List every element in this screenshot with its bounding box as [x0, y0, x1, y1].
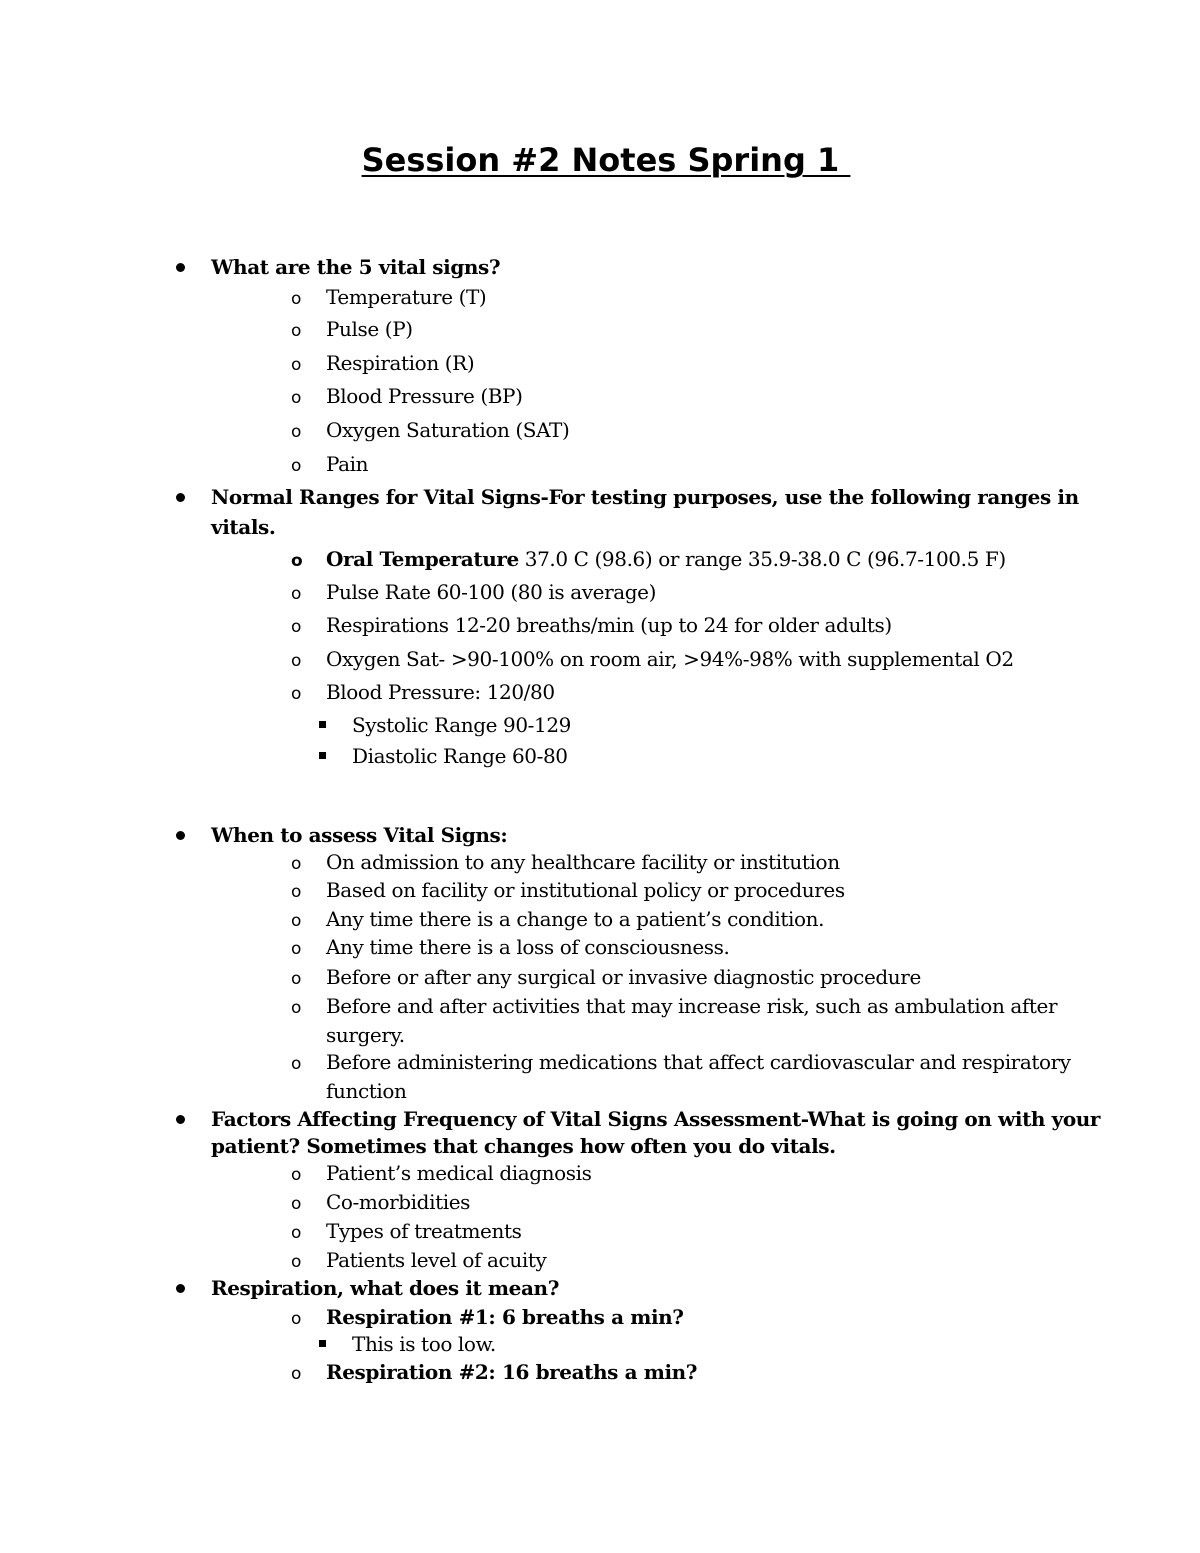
circle-bullet-icon: o [291, 1309, 302, 1329]
list-item-question: Respiration #2: 16 breaths a min? [326, 1360, 698, 1384]
list-item: Patient’s medical diagnosis [326, 1161, 592, 1185]
list-item: Before administering medications that affect cardiovascular and respiratory [326, 1050, 1071, 1074]
circle-bullet-icon: o [291, 854, 302, 874]
list-item: Before and after activities that may increase risk, such as ambulation after [326, 994, 1058, 1018]
circle-bullet-icon: o [291, 911, 302, 931]
section-heading-normal-ranges: Normal Ranges for Vital Signs-For testing purposes, use the following ranges in [211, 485, 1079, 509]
circle-bullet-icon: o [291, 882, 302, 902]
oral-temperature-value: 37.0 C (98.6) or range 35.9-38.0 C (96.7-100.5 F) [518, 547, 1006, 571]
list-item-oral-temperature [326, 546, 1006, 572]
circle-bullet-icon: o [291, 456, 302, 476]
list-item-continuation: function [326, 1079, 407, 1103]
section-heading-when-to-assess: When to assess Vital Signs: [211, 823, 508, 847]
list-subitem: Systolic Range 90-129 [352, 713, 571, 737]
circle-bullet-icon: o [291, 321, 302, 341]
square-bullet-icon [319, 752, 326, 759]
list-item: Pulse (P) [326, 317, 413, 341]
circle-bullet-icon: o [291, 1054, 302, 1074]
list-item: Blood Pressure (BP) [326, 384, 523, 408]
circle-bullet-icon: o [291, 1194, 302, 1214]
bullet-icon [176, 263, 185, 272]
list-item: Any time there is a change to a patient’s condition. [326, 907, 825, 931]
list-item: Before or after any surgical or invasive diagnostic procedure [326, 965, 921, 989]
list-item: Oxygen Saturation (SAT) [326, 418, 570, 442]
bullet-icon [176, 1115, 185, 1124]
circle-bullet-icon: o [291, 1252, 302, 1272]
circle-bullet-icon: o [291, 551, 303, 571]
list-item: Respiration (R) [326, 351, 475, 375]
circle-bullet-icon: o [291, 998, 302, 1018]
circle-bullet-icon: o [291, 969, 302, 989]
oral-temperature-label: Oral Temperature [326, 547, 519, 571]
circle-bullet-icon: o [291, 939, 302, 959]
list-item: Patients level of acuity [326, 1248, 547, 1272]
list-item: Co-morbidities [326, 1190, 470, 1214]
circle-bullet-icon: o [291, 684, 302, 704]
circle-bullet-icon: o [291, 289, 302, 309]
list-item: Any time there is a loss of consciousness. [326, 935, 730, 959]
circle-bullet-icon: o [291, 422, 302, 442]
circle-bullet-icon: o [291, 1165, 302, 1185]
section-heading-vital-signs: What are the 5 vital signs? [211, 255, 501, 279]
circle-bullet-icon: o [291, 584, 302, 604]
bullet-icon [176, 1284, 185, 1293]
circle-bullet-icon: o [291, 1364, 302, 1384]
list-item-continuation: surgery. [326, 1023, 405, 1047]
circle-bullet-icon: o [291, 651, 302, 671]
square-bullet-icon [319, 721, 326, 728]
list-item: On admission to any healthcare facility or institution [326, 850, 840, 874]
section-heading-factors: Factors Affecting Frequency of Vital Signs Assessment-What is going on with your [211, 1107, 1101, 1131]
list-item: Blood Pressure: 120/80 [326, 680, 555, 704]
list-subitem: This is too low. [352, 1332, 496, 1356]
square-bullet-icon [319, 1340, 326, 1347]
list-subitem: Diastolic Range 60-80 [352, 744, 568, 768]
section-heading-normal-ranges-cont: vitals. [211, 515, 276, 539]
list-item: Based on facility or institutional policy or procedures [326, 878, 845, 902]
list-item: Temperature (T) [326, 285, 487, 309]
list-item: Types of treatments [326, 1219, 522, 1243]
circle-bullet-icon: o [291, 355, 302, 375]
list-item: Pain [326, 452, 369, 476]
bullet-icon [176, 831, 185, 840]
list-item: Respirations 12-20 breaths/min (up to 24 for older adults) [326, 613, 892, 637]
list-item: Pulse Rate 60-100 (80 is average) [326, 580, 657, 604]
section-heading-factors-cont: patient? Sometimes that changes how often you do vitals. [211, 1134, 836, 1158]
circle-bullet-icon: o [291, 1223, 302, 1243]
section-heading-respiration: Respiration, what does it mean? [211, 1276, 560, 1300]
circle-bullet-icon: o [291, 388, 302, 408]
page-title: Session #2 Notes Spring 1 [361, 141, 851, 179]
circle-bullet-icon: o [291, 617, 302, 637]
list-item-question: Respiration #1: 6 breaths a min? [326, 1305, 684, 1329]
list-item: Oxygen Sat- >90-100% on room air, >94%-98% with supplemental O2 [326, 647, 1014, 671]
bullet-icon [176, 493, 185, 502]
